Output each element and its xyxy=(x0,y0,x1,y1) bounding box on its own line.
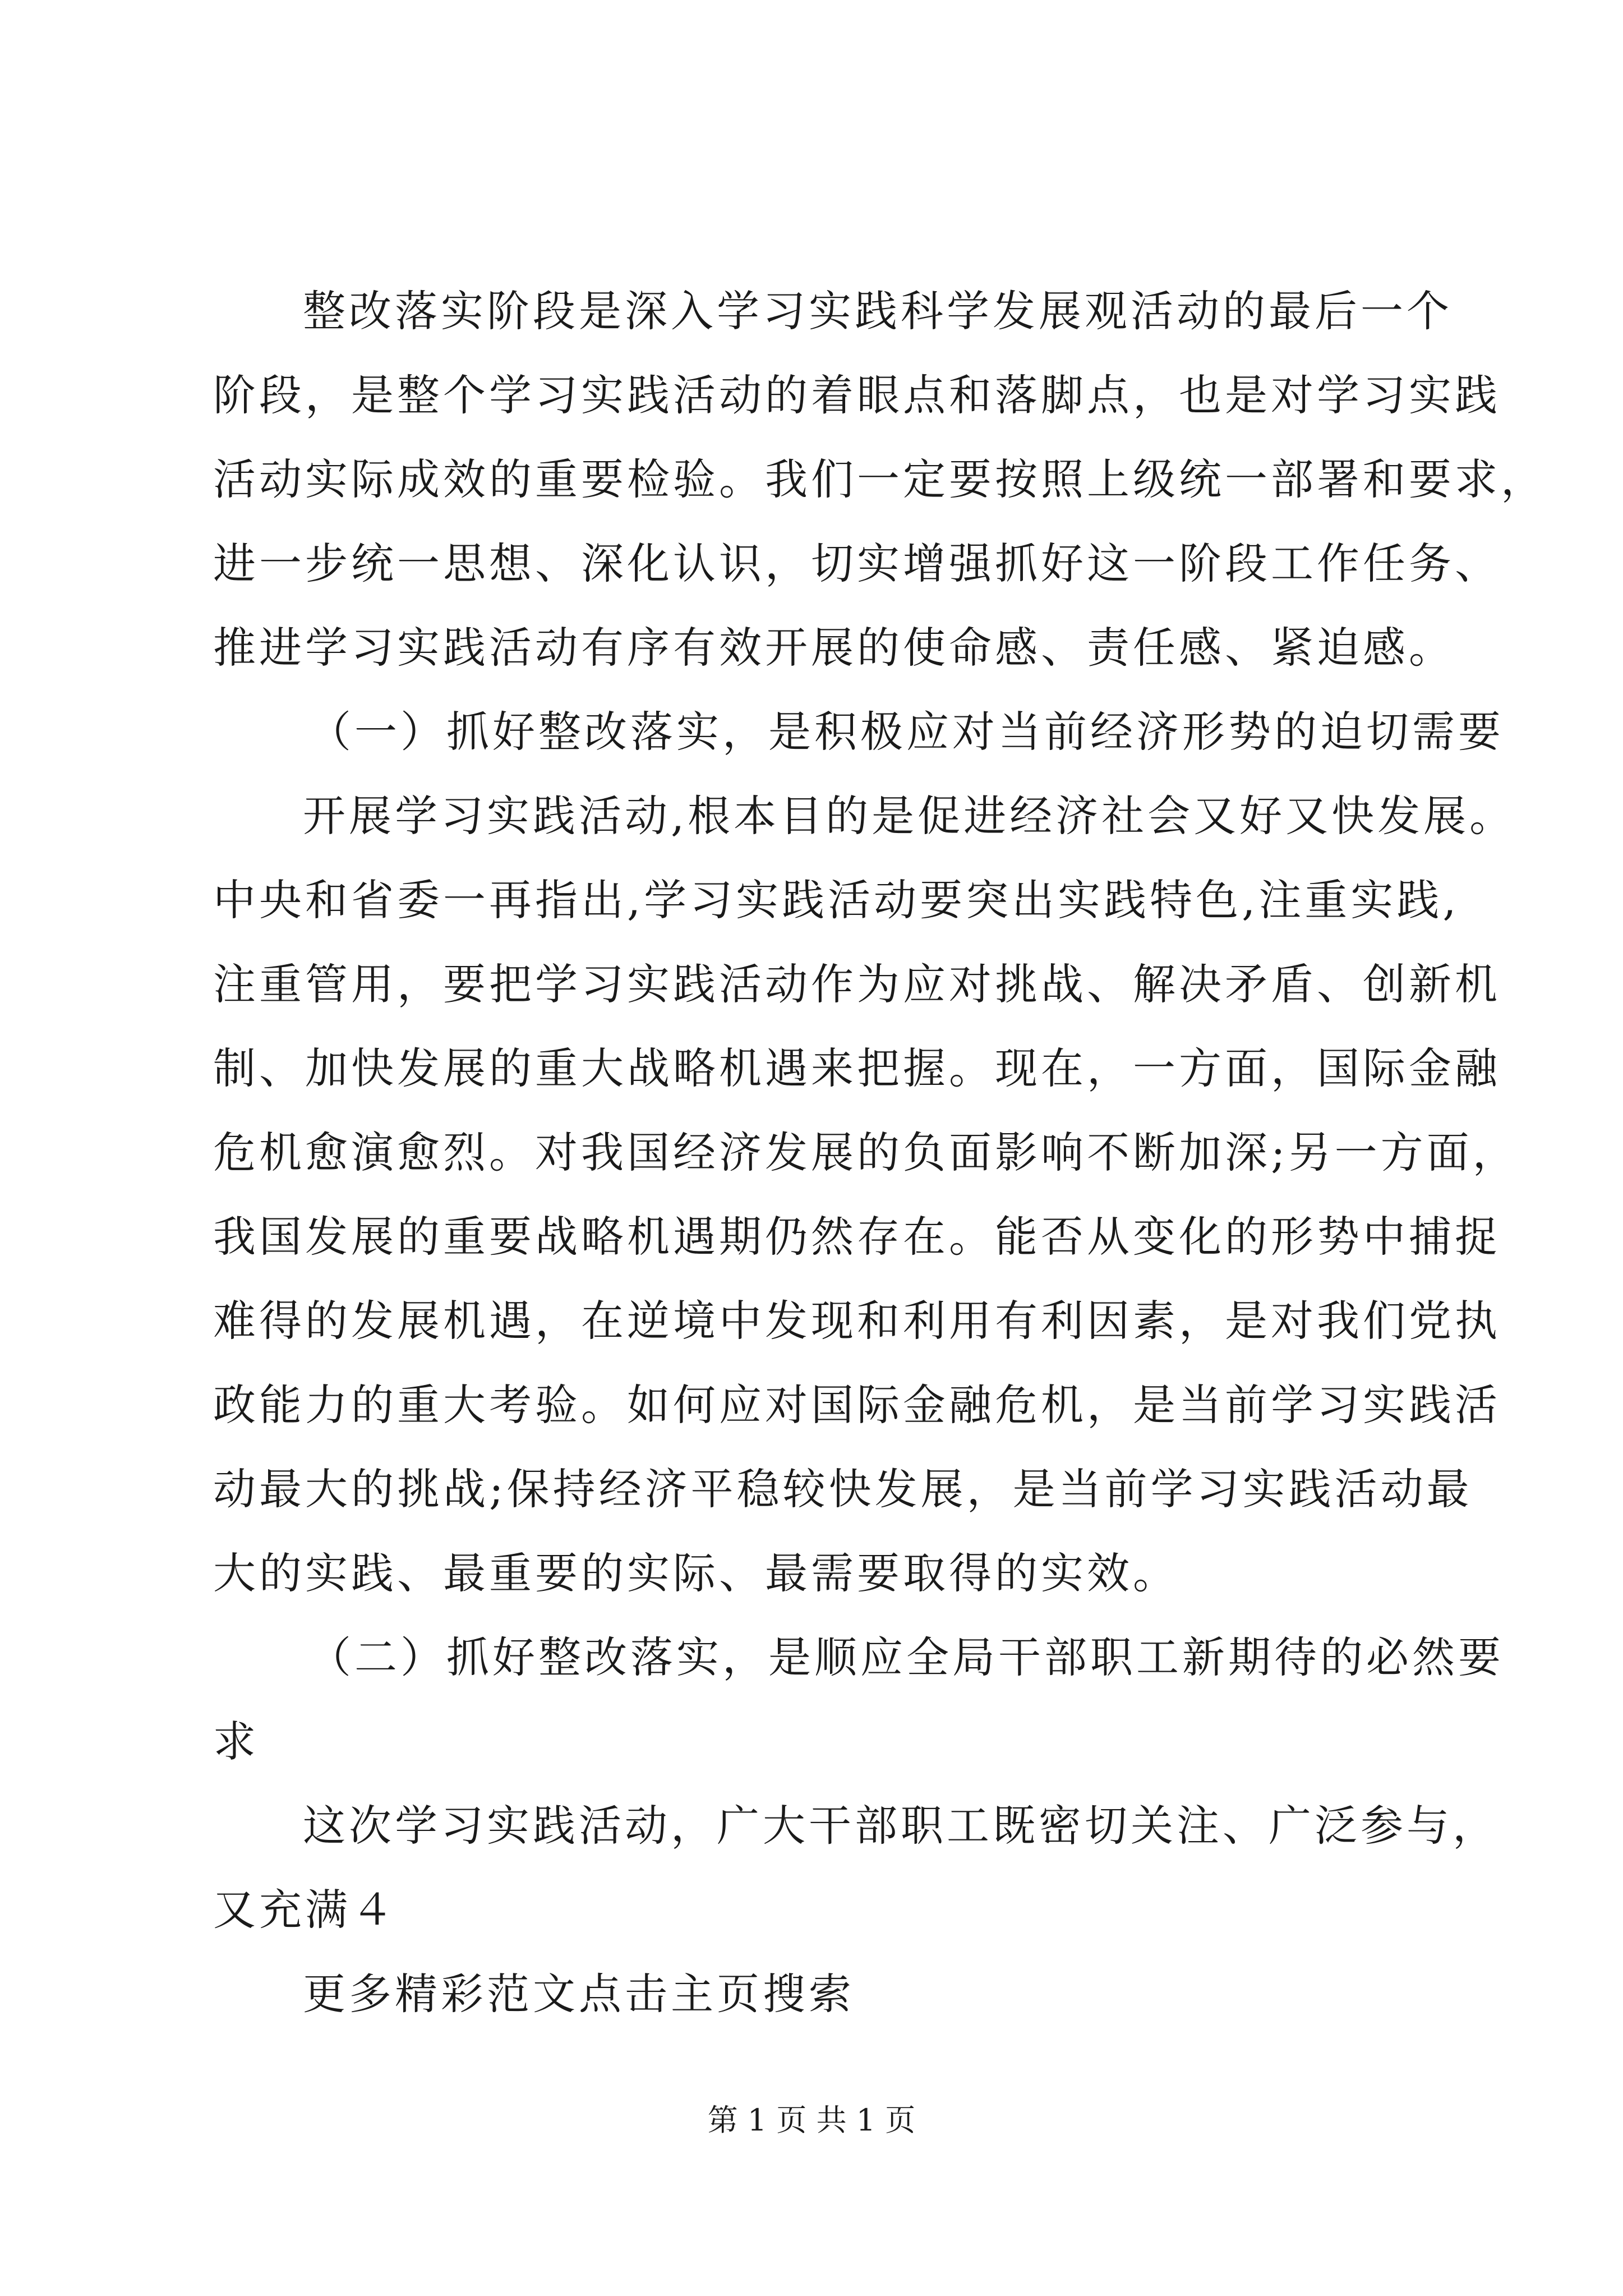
paragraph-line: 进一步统一思想、深化认识，切实增强抓好这一阶段工作任务、 xyxy=(213,539,1501,588)
paragraph-line: 政能力的重大考验。如何应对国际金融危机，是当前学习实践活 xyxy=(213,1380,1501,1430)
paragraph-line: 阶段，是整个学习实践活动的着眼点和落脚点，也是对学习实践 xyxy=(213,370,1501,420)
paragraph-line: 危机愈演愈烈。对我国经济发展的负面影响不断加深;另一方面， xyxy=(213,1128,1519,1177)
paragraph-line: 动最大的挑战;保持经济平稳较快发展，是当前学习实践活动最 xyxy=(213,1464,1473,1514)
paragraph-line: 整改落实阶段是深入学习实践科学发展观活动的最后一个 xyxy=(303,286,1453,336)
paragraph-line: 中央和省委一再指出,学习实践活动要突出实践特色,注重实践, xyxy=(213,875,1460,925)
paragraph-line: 这次学习实践活动，广大干部职工既密切关注、广泛参与， xyxy=(303,1801,1498,1851)
paragraph-line: 难得的发展机遇，在逆境中发现和利用有利因素，是对我们党执 xyxy=(213,1296,1501,1346)
paragraph-line: 又充满４ xyxy=(213,1885,397,1935)
section-heading-continuation: 求 xyxy=(213,1717,259,1766)
paragraph-line: 推进学习实践活动有序有效开展的使命感、责任感、紧迫感。 xyxy=(213,623,1455,673)
section-heading: （一）抓好整改落实，是积极应对当前经济形势的迫切需要 xyxy=(308,707,1504,757)
paragraph-line: 注重管用，要把学习实践活动作为应对挑战、解决矛盾、创新机 xyxy=(213,959,1501,1009)
paragraph-line: 活动实际成效的重要检验。我们一定要按照上级统一部署和要求， xyxy=(213,454,1547,504)
page-footer: 第 1 页 共 1 页 xyxy=(707,2102,916,2138)
paragraph-line: 制、加快发展的重大战略机遇来把握。现在，一方面，国际金融 xyxy=(213,1043,1501,1093)
paragraph-line: 开展学习实践活动,根本目的是促进经济社会又好又快发展。 xyxy=(303,791,1516,841)
paragraph-line: 大的实践、最重要的实际、最需要取得的实效。 xyxy=(213,1548,1179,1598)
promo-line: 更多精彩范文点击主页搜索 xyxy=(303,1969,855,2019)
section-heading: （二）抓好整改落实，是顺应全局干部职工新期待的必然要 xyxy=(308,1632,1504,1682)
paragraph-line: 我国发展的重要战略机遇期仍然存在。能否从变化的形势中捕捉 xyxy=(213,1212,1501,1262)
document-body xyxy=(213,269,1547,2036)
